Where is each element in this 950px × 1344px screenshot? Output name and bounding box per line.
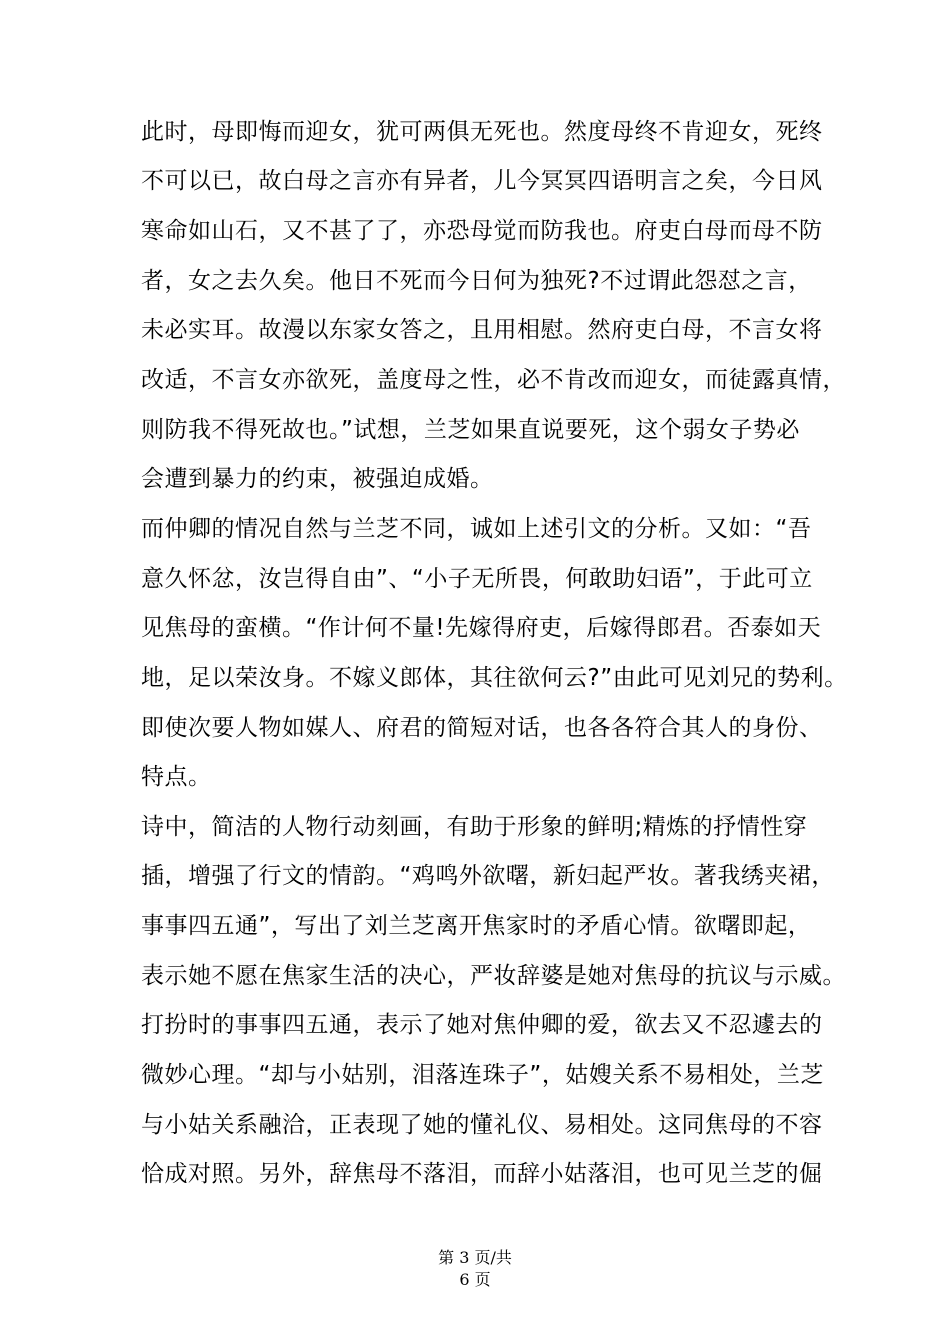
text-line: 而仲卿的情况自然与兰芝不同，诚如上述引文的分析。又如：“吾 [141,516,812,542]
text-line: 表示她不愿在焦家生活的决心，严妆辞婆是她对焦母的抗议与示威。 [141,963,846,989]
text-line: 诗中，简洁的人物行动刻画，有助于形象的鲜明;精炼的抒情性穿 [141,814,808,840]
text-line: 打扮时的事事四五通，表示了她对焦仲卿的爱，欲去又不忍遽去的 [141,1012,823,1038]
text-line: 与小姑关系融洽，正表现了她的懂礼仪、易相处。这同焦母的不容 [141,1112,823,1138]
page-total: 6 页 [459,1270,491,1289]
text-line: 会遭到暴力的约束，被强迫成婚。 [141,466,494,492]
page-number: 第 3 页/共 [438,1248,512,1267]
text-line: 不可以已，故白母之言亦有异者，儿今冥冥四语明言之矣，今日风 [141,168,823,194]
text-line: 意久怀忿，汝岂得自由”、“小子无所畏，何敢助妇语”，于此可立 [141,566,813,592]
text-line: 微妙心理。“却与小姑别，泪落连珠子”，姑嫂关系不易相处，兰芝 [141,1062,824,1088]
text-line: 寒命如山石，又不甚了了，亦恐母觉而防我也。府吏白母而母不防 [141,218,823,244]
text-line: 特点。 [141,764,212,790]
text-line: 插，增强了行文的情韵。“鸡鸣外欲曙，新妇起严妆。著我绣夹裙， [141,863,835,889]
text-line: 者，女之去久矣。他日不死而今日何为独死?不过谓此怨怼之言， [141,268,812,294]
text-line: 未必实耳。故漫以东家女答之，且用相慰。然府吏白母，不言女将 [141,317,823,343]
text-line: 即使次要人物如媒人、府君的简短对话，也各各符合其人的身份、 [141,715,823,741]
text-line: 此时，母即悔而迎女，犹可两俱无死也。然度母终不肯迎女，死终 [141,119,823,145]
text-line: 则防我不得死故也。”试想，兰芝如果直说要死，这个弱女子势必 [141,417,800,443]
text-line: 改适，不言女亦欲死，盖度母之性，必不肯改而迎女，而徒露真情， [141,367,846,393]
text-line: 恰成对照。另外，辞焦母不落泪，而辞小姑落泪，也可见兰芝的倔 [141,1161,823,1187]
text-line: 事事四五通”，写出了刘兰芝离开焦家时的矛盾心情。欲曙即起， [141,913,812,939]
text-line: 见焦母的蛮横。“作计何不量!先嫁得府吏，后嫁得郎君。否泰如天 [141,615,822,641]
text-line: 地，足以荣汝身。不嫁义郎体，其往欲何云?”由此可见刘兄的势利。 [141,665,848,691]
